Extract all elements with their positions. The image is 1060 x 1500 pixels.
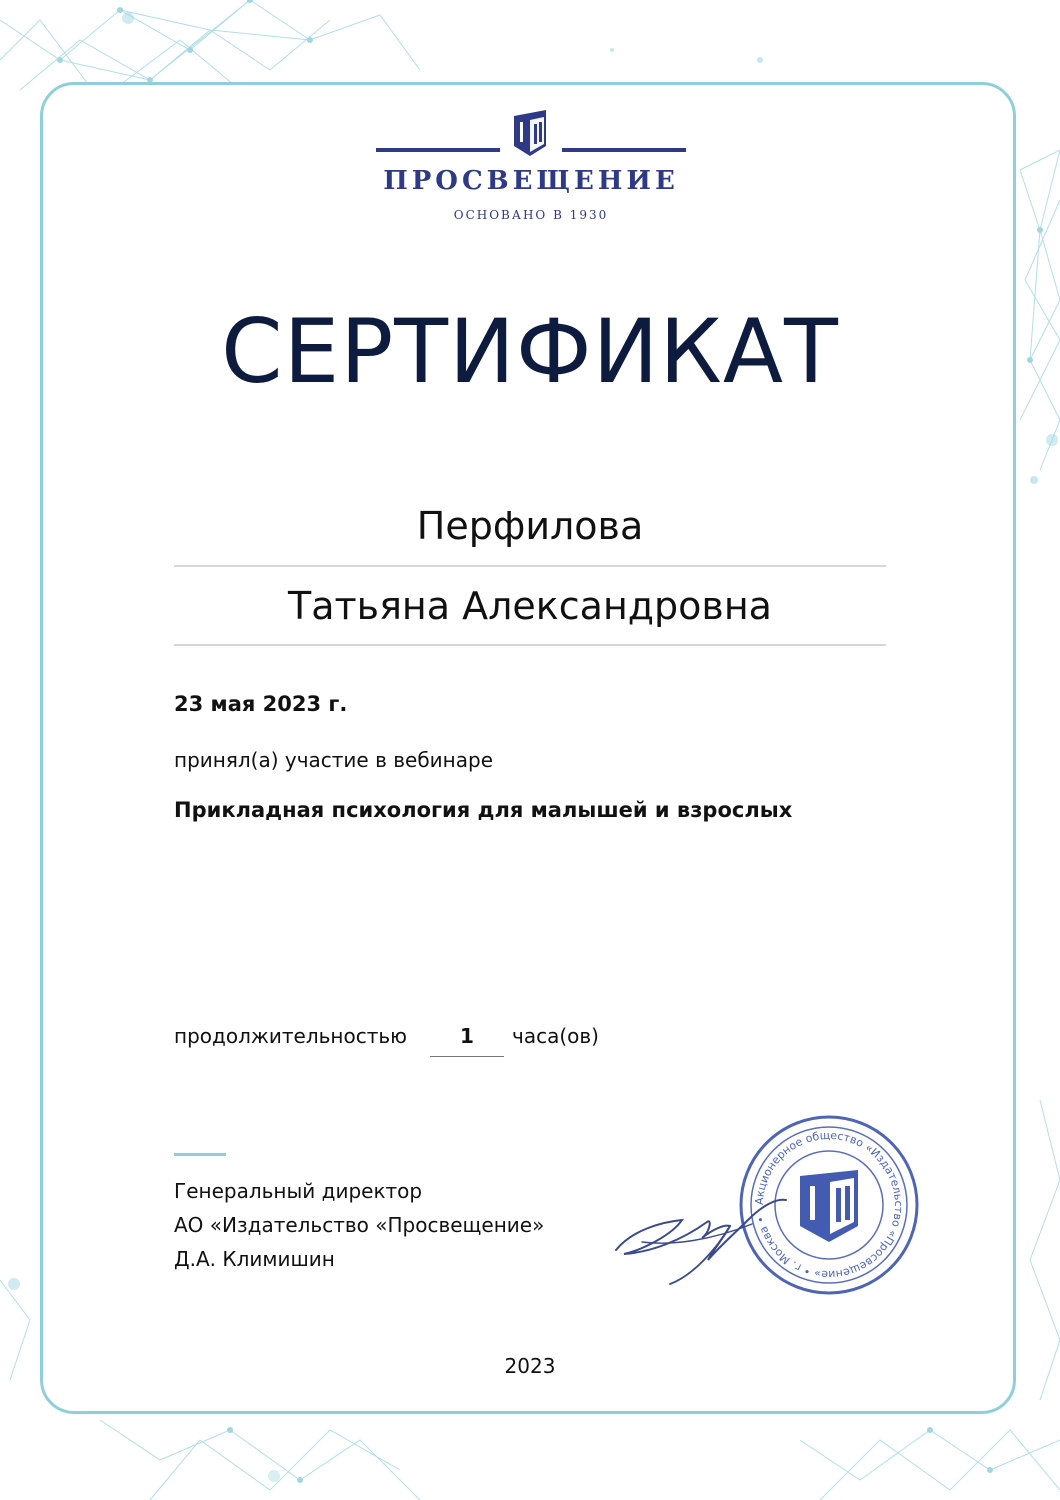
signer-organization: АО «Издательство «Просвещение» [174, 1213, 545, 1237]
publisher-founded: ОСНОВАНО В 1930 [453, 208, 609, 222]
name-divider-1 [174, 565, 886, 567]
publisher-logo [376, 108, 686, 228]
official-stamp [734, 1110, 924, 1300]
signer-position: Генеральный директор [174, 1179, 423, 1203]
publisher-logo-icon [512, 108, 548, 158]
publisher-name: ПРОСВЕЩЕНИЕ [383, 166, 679, 196]
certificate-title: СЕРТИФИКАТ [221, 300, 839, 403]
logo-line-right [562, 148, 686, 152]
webinar-title: Прикладная психология для малышей и взрослых [174, 798, 793, 822]
event-date: 23 мая 2023 г. [174, 692, 348, 716]
duration-unit: часа(ов) [512, 1024, 599, 1048]
recipient-surname: Перфилова [416, 504, 644, 548]
recipient-given-names: Татьяна Александровна [288, 584, 772, 628]
participation-text: принял(а) участие в вебинаре [174, 748, 493, 772]
logo-line-left [376, 148, 500, 152]
signer-accent-bar [174, 1153, 226, 1156]
signer-name: Д.А. Климишин [174, 1247, 335, 1271]
name-divider-2 [174, 644, 886, 646]
signer-block [174, 1174, 544, 1276]
duration-label: продолжительностью [174, 1024, 407, 1048]
duration-value: 1 [430, 1024, 504, 1057]
certificate-year: 2023 [504, 1354, 556, 1378]
stamp-text: Акционерное общество «Издательство «Просвещение» • г. Москва • [752, 1128, 906, 1282]
